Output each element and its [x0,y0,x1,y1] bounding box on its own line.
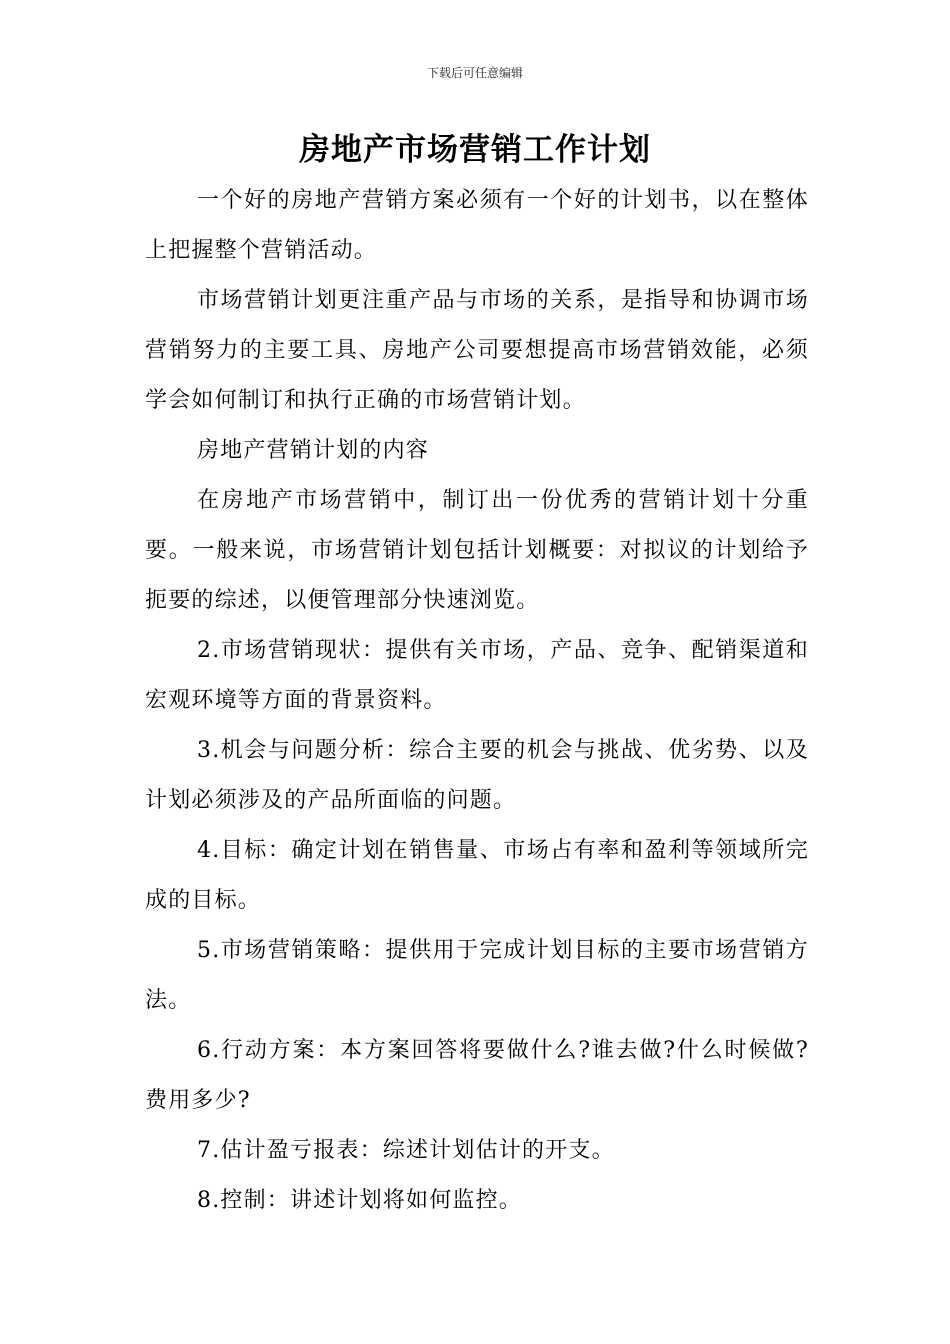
paragraph-intro: 一个好的房地产营销方案必须有一个好的计划书，以在整体上把握整个营销活动。 [145,188,809,263]
list-item-8: 8.控制：讲述计划将如何监控。 [197,1188,522,1213]
header-note: 下载后可任意编辑 [426,66,523,80]
list-item-5: 5.市场营销策略：提供用于完成计划目标的主要市场营销方法。 [145,938,809,1013]
document-body [145,176,809,1226]
document-title: 房地产市场营销工作计划 [299,132,651,168]
section-heading-contents: 房地产营销计划的内容 [197,438,430,463]
list-item-2: 2.市场营销现状：提供有关市场，产品、竞争、配销渠道和宏观环境等方面的背景资料。 [145,638,809,713]
list-item-4: 4.目标：确定计划在销售量、市场占有率和盈利等领域所完成的目标。 [145,838,809,913]
paragraph-summary: 在房地产市场营销中，制订出一份优秀的营销计划十分重要。一般来说，市场营销计划包括计划概要：对拟议的计划给予扼要的综述，以便管理部分快速浏览。 [145,488,809,613]
list-item-6: 6.行动方案：本方案回答将要做什么?谁去做?什么时候做?费用多少? [145,1038,809,1113]
list-item-7: 7.估计盈亏报表：综述计划估计的开支。 [197,1138,615,1163]
list-item-3: 3.机会与问题分析：综合主要的机会与挑战、优劣势、以及计划必须涉及的产品所面临的问题。 [145,738,809,813]
paragraph-purpose: 市场营销计划更注重产品与市场的关系，是指导和协调市场营销努力的主要工具、房地产公司要想提高市场营销效能，必须学会如何制订和执行正确的市场营销计划。 [145,288,809,413]
